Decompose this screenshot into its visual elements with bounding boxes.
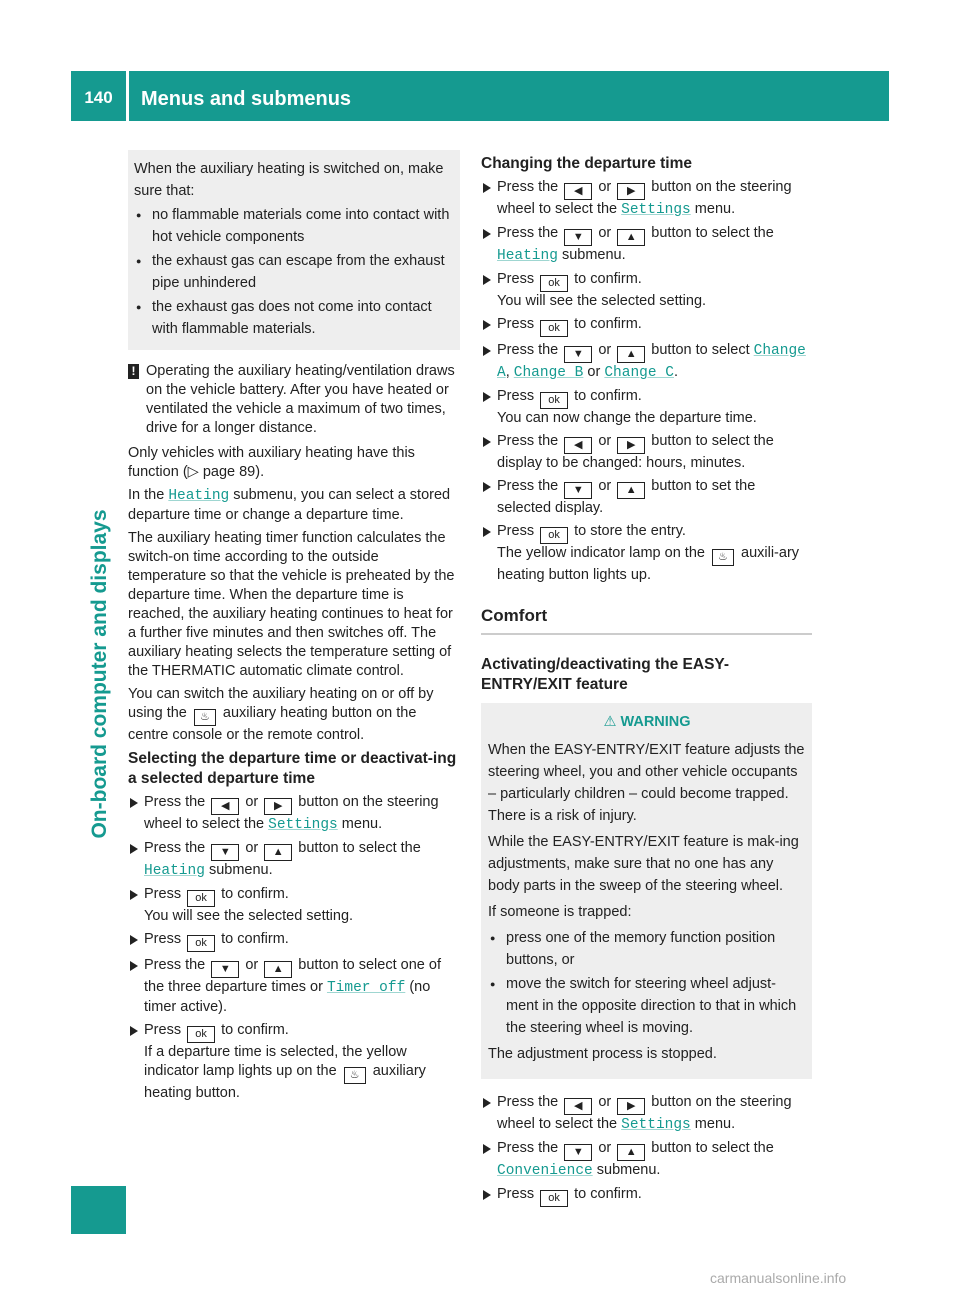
text: button to select one of the three departure times or [144, 957, 441, 995]
text: to confirm. [221, 931, 289, 947]
up-arrow-key-icon: ▲ [617, 346, 645, 363]
text: button to select [651, 342, 750, 358]
step [128, 839, 460, 881]
ok-key-icon: ok [187, 935, 215, 952]
left-arrow-key-icon: ◀ [564, 1098, 592, 1115]
step [128, 1021, 460, 1103]
switch-paragraph [128, 685, 460, 745]
heating-menu-label: Heating [497, 248, 558, 264]
step [481, 270, 812, 311]
text: or [598, 433, 612, 449]
ok-key-icon: ok [540, 275, 568, 292]
down-arrow-key-icon: ▼ [211, 961, 239, 978]
timer-paragraph: The auxiliary heating timer function calculates the switch-on time according to the outside temperature so that the vehicle is preheated by the departure time. When the departure time is reached, the auxiliary heating continues to heat for a further five minutes and then switches off. The auxiliary heating selects the temperature setting of the THERMATIC automatic climate control. [128, 530, 455, 679]
text: menu. [694, 201, 736, 217]
only-vehicles-text: Only vehicles with auxiliary heating have this function (▷ page 89). [128, 445, 415, 480]
text: Press [497, 388, 535, 404]
warning-title [488, 711, 806, 733]
text: button to select the display to be changed: hours, minutes. [497, 433, 774, 471]
down-arrow-key-icon: ▼ [211, 844, 239, 861]
up-arrow-key-icon: ▲ [617, 229, 645, 246]
step [481, 178, 812, 220]
text: or [598, 179, 612, 195]
step: Press the ▼ or ▲ button to select Change A, Change B or Change C. [481, 341, 812, 383]
text: or [245, 957, 259, 973]
text: or [598, 478, 612, 494]
step [481, 477, 812, 518]
down-arrow-key-icon: ▼ [564, 346, 592, 363]
heating-submenu-text [128, 486, 460, 525]
exclamation-note [128, 362, 460, 438]
settings-menu-label: Settings [621, 1117, 691, 1133]
right-arrow-key-icon: ▶ [264, 798, 292, 815]
text: menu. [694, 1116, 736, 1132]
text: Press the [497, 1140, 559, 1156]
text: In the [128, 487, 165, 503]
text: button to set the selected display. [497, 478, 756, 516]
left-arrow-key-icon: ◀ [564, 183, 592, 200]
text: Press the [497, 179, 559, 195]
convenience-menu-label: Convenience [497, 1163, 593, 1179]
text: or [598, 342, 612, 358]
text: You will see the selected setting. [144, 908, 354, 924]
text: Press [144, 931, 182, 947]
heating-menu-label: Heating [168, 488, 230, 504]
ok-key-icon: ok [540, 392, 568, 409]
text: button on the steering wheel to select the [497, 1094, 792, 1132]
heating-menu-label: Heating [144, 863, 205, 879]
ok-key-icon: ok [187, 1026, 215, 1043]
text: submenu. [596, 1162, 661, 1178]
text: Press the [144, 957, 206, 973]
auxiliary-heating-icon: ♨ [194, 709, 216, 726]
up-arrow-key-icon: ▲ [264, 844, 292, 861]
text: Press the [144, 794, 206, 810]
text: Press [497, 523, 535, 539]
note-bullet: ● the exhaust gas can escape from the exhaust pipe unhindered [134, 250, 456, 294]
step [481, 1139, 812, 1181]
side-square [71, 1186, 126, 1234]
text: or [245, 840, 259, 856]
text: to confirm. [574, 316, 642, 332]
text: to confirm. [574, 1186, 642, 1202]
step [481, 387, 812, 428]
text: or [598, 1140, 612, 1156]
down-arrow-key-icon: ▼ [564, 482, 592, 499]
warning-title-text: WARNING [620, 714, 691, 730]
left-arrow-key-icon: ◀ [564, 437, 592, 454]
change-c-label: Change C [604, 365, 674, 381]
note-intro: When the auxiliary heating is switched on, make sure that: [134, 161, 444, 199]
text: to store the entry. [574, 523, 686, 539]
heading-easy-entry: Activating/deactivating the EASY-ENTRY/EXIT feature [481, 656, 730, 693]
text: Press [144, 886, 182, 902]
step [481, 224, 812, 266]
section-title: Menus and submenus [141, 88, 352, 110]
side-label-text: On-board computer and displays [88, 509, 111, 839]
page-number: 140 [84, 88, 113, 107]
right-column [481, 150, 812, 1211]
exclamation-text: Operating the auxiliary heating/ventilation draws on the vehicle battery. After you have heated or ventilated the vehicle a maximum of two times, drive for a longer distance. [146, 363, 455, 436]
warning-text: The adjustment process is stopped. [488, 1046, 717, 1062]
text: Press [497, 271, 535, 287]
auxiliary-heating-icon: ♨ [344, 1067, 366, 1084]
text: Press the [497, 433, 559, 449]
note-bullet: ● no flammable materials come into contact with hot vehicle components [134, 204, 456, 248]
header-divider [126, 71, 129, 121]
text: or [598, 1094, 612, 1110]
step [481, 315, 812, 337]
change-b-label: Change B [513, 365, 584, 381]
text: or [587, 364, 601, 380]
up-arrow-key-icon: ▲ [264, 961, 292, 978]
exclamation-icon: ! [128, 364, 139, 379]
text: Press the [144, 840, 206, 856]
text: Press the [497, 225, 559, 241]
note-bullet: ● the exhaust gas does not come into contact with flammable materials. [134, 296, 456, 340]
text: Press the [497, 1094, 559, 1110]
heading-comfort: Comfort [481, 606, 548, 625]
warning-bullet: ● press one of the memory function position buttons, or [488, 927, 806, 971]
ok-key-icon: ok [187, 890, 215, 907]
text: button to select the [298, 840, 421, 856]
warning-text: While the EASY-ENTRY/EXIT feature is mak-ing adjustments, make sure that no one has any body parts in the sweep of the steering wheel. [488, 834, 799, 894]
section-rule [481, 633, 812, 635]
right-arrow-key-icon: ▶ [617, 183, 645, 200]
text: Press [497, 1186, 535, 1202]
text: button to select the [651, 1140, 774, 1156]
up-arrow-key-icon: ▲ [617, 482, 645, 499]
text: The yellow indicator lamp on the [497, 545, 705, 561]
heading-changing-departure: Changing the departure time [481, 155, 692, 172]
text: button on the steering wheel to select the [497, 179, 792, 217]
text: submenu. [208, 862, 273, 878]
auxiliary-heating-icon: ♨ [712, 549, 734, 566]
warning-triangle-icon: ⚠ [603, 714, 617, 730]
step [128, 956, 460, 1017]
text: to confirm. [574, 271, 642, 287]
settings-menu-label: Settings [621, 202, 691, 218]
ok-key-icon: ok [540, 527, 568, 544]
text: menu. [341, 816, 383, 832]
text: Press [144, 1022, 182, 1038]
step [481, 432, 812, 473]
text: button on the steering wheel to select the [144, 794, 439, 832]
down-arrow-key-icon: ▼ [564, 229, 592, 246]
settings-menu-label: Settings [268, 817, 338, 833]
timer-off-label: Timer off [326, 980, 406, 996]
right-arrow-key-icon: ▶ [617, 437, 645, 454]
text: Press [497, 316, 535, 332]
text: to confirm. [574, 388, 642, 404]
side-label [75, 116, 125, 1232]
warning-box [481, 703, 812, 1079]
text: to confirm. [221, 1022, 289, 1038]
step [481, 1093, 812, 1135]
note-box [128, 150, 460, 350]
right-arrow-key-icon: ▶ [617, 1098, 645, 1115]
text: or [598, 225, 612, 241]
text: auxili-ary heating button lights up. [497, 545, 800, 583]
text: If a departure time is selected, the yellow indicator lamp lights up on the [144, 1044, 407, 1079]
text: auxiliary heating button on the centre console or the remote control. [128, 705, 417, 743]
text: or [245, 794, 259, 810]
text: auxiliary heating button. [144, 1063, 426, 1101]
step [481, 1185, 812, 1207]
text: You can switch the auxiliary heating on or off by using the [128, 686, 434, 721]
watermark: carmanualsonline.info [710, 1270, 847, 1286]
text: Press the [497, 478, 559, 494]
text: Press the [497, 342, 559, 358]
step [128, 885, 460, 926]
step [128, 930, 460, 952]
ok-key-icon: ok [540, 1190, 568, 1207]
text: to confirm. [221, 886, 289, 902]
warning-bullet: ● move the switch for steering wheel adjust-ment in the opposite direction to that in which the steering wheel is moving. [488, 973, 806, 1039]
change-a-label: Change A [497, 343, 806, 381]
text: submenu, you can select a stored departure time or change a departure time. [128, 487, 451, 523]
text: You can now change the departure time. [497, 410, 757, 426]
text: (no timer active). [144, 979, 431, 1015]
text: submenu. [561, 247, 626, 263]
text: You will see the selected setting. [497, 293, 707, 309]
up-arrow-key-icon: ▲ [617, 1144, 645, 1161]
left-column [128, 150, 460, 1107]
warning-text: If someone is trapped: [488, 904, 632, 920]
left-arrow-key-icon: ◀ [211, 798, 239, 815]
down-arrow-key-icon: ▼ [564, 1144, 592, 1161]
warning-text: When the EASY-ENTRY/EXIT feature adjusts the steering wheel, you and other vehicle occupants – particularly children – could become trapped. There is a risk of injury. [488, 742, 805, 824]
text: button to select the [651, 225, 774, 241]
ok-key-icon: ok [540, 320, 568, 337]
step [481, 522, 812, 585]
step [128, 793, 460, 835]
heading-select-departure: Selecting the departure time or deactivat-ing a selected departure time [128, 750, 457, 787]
